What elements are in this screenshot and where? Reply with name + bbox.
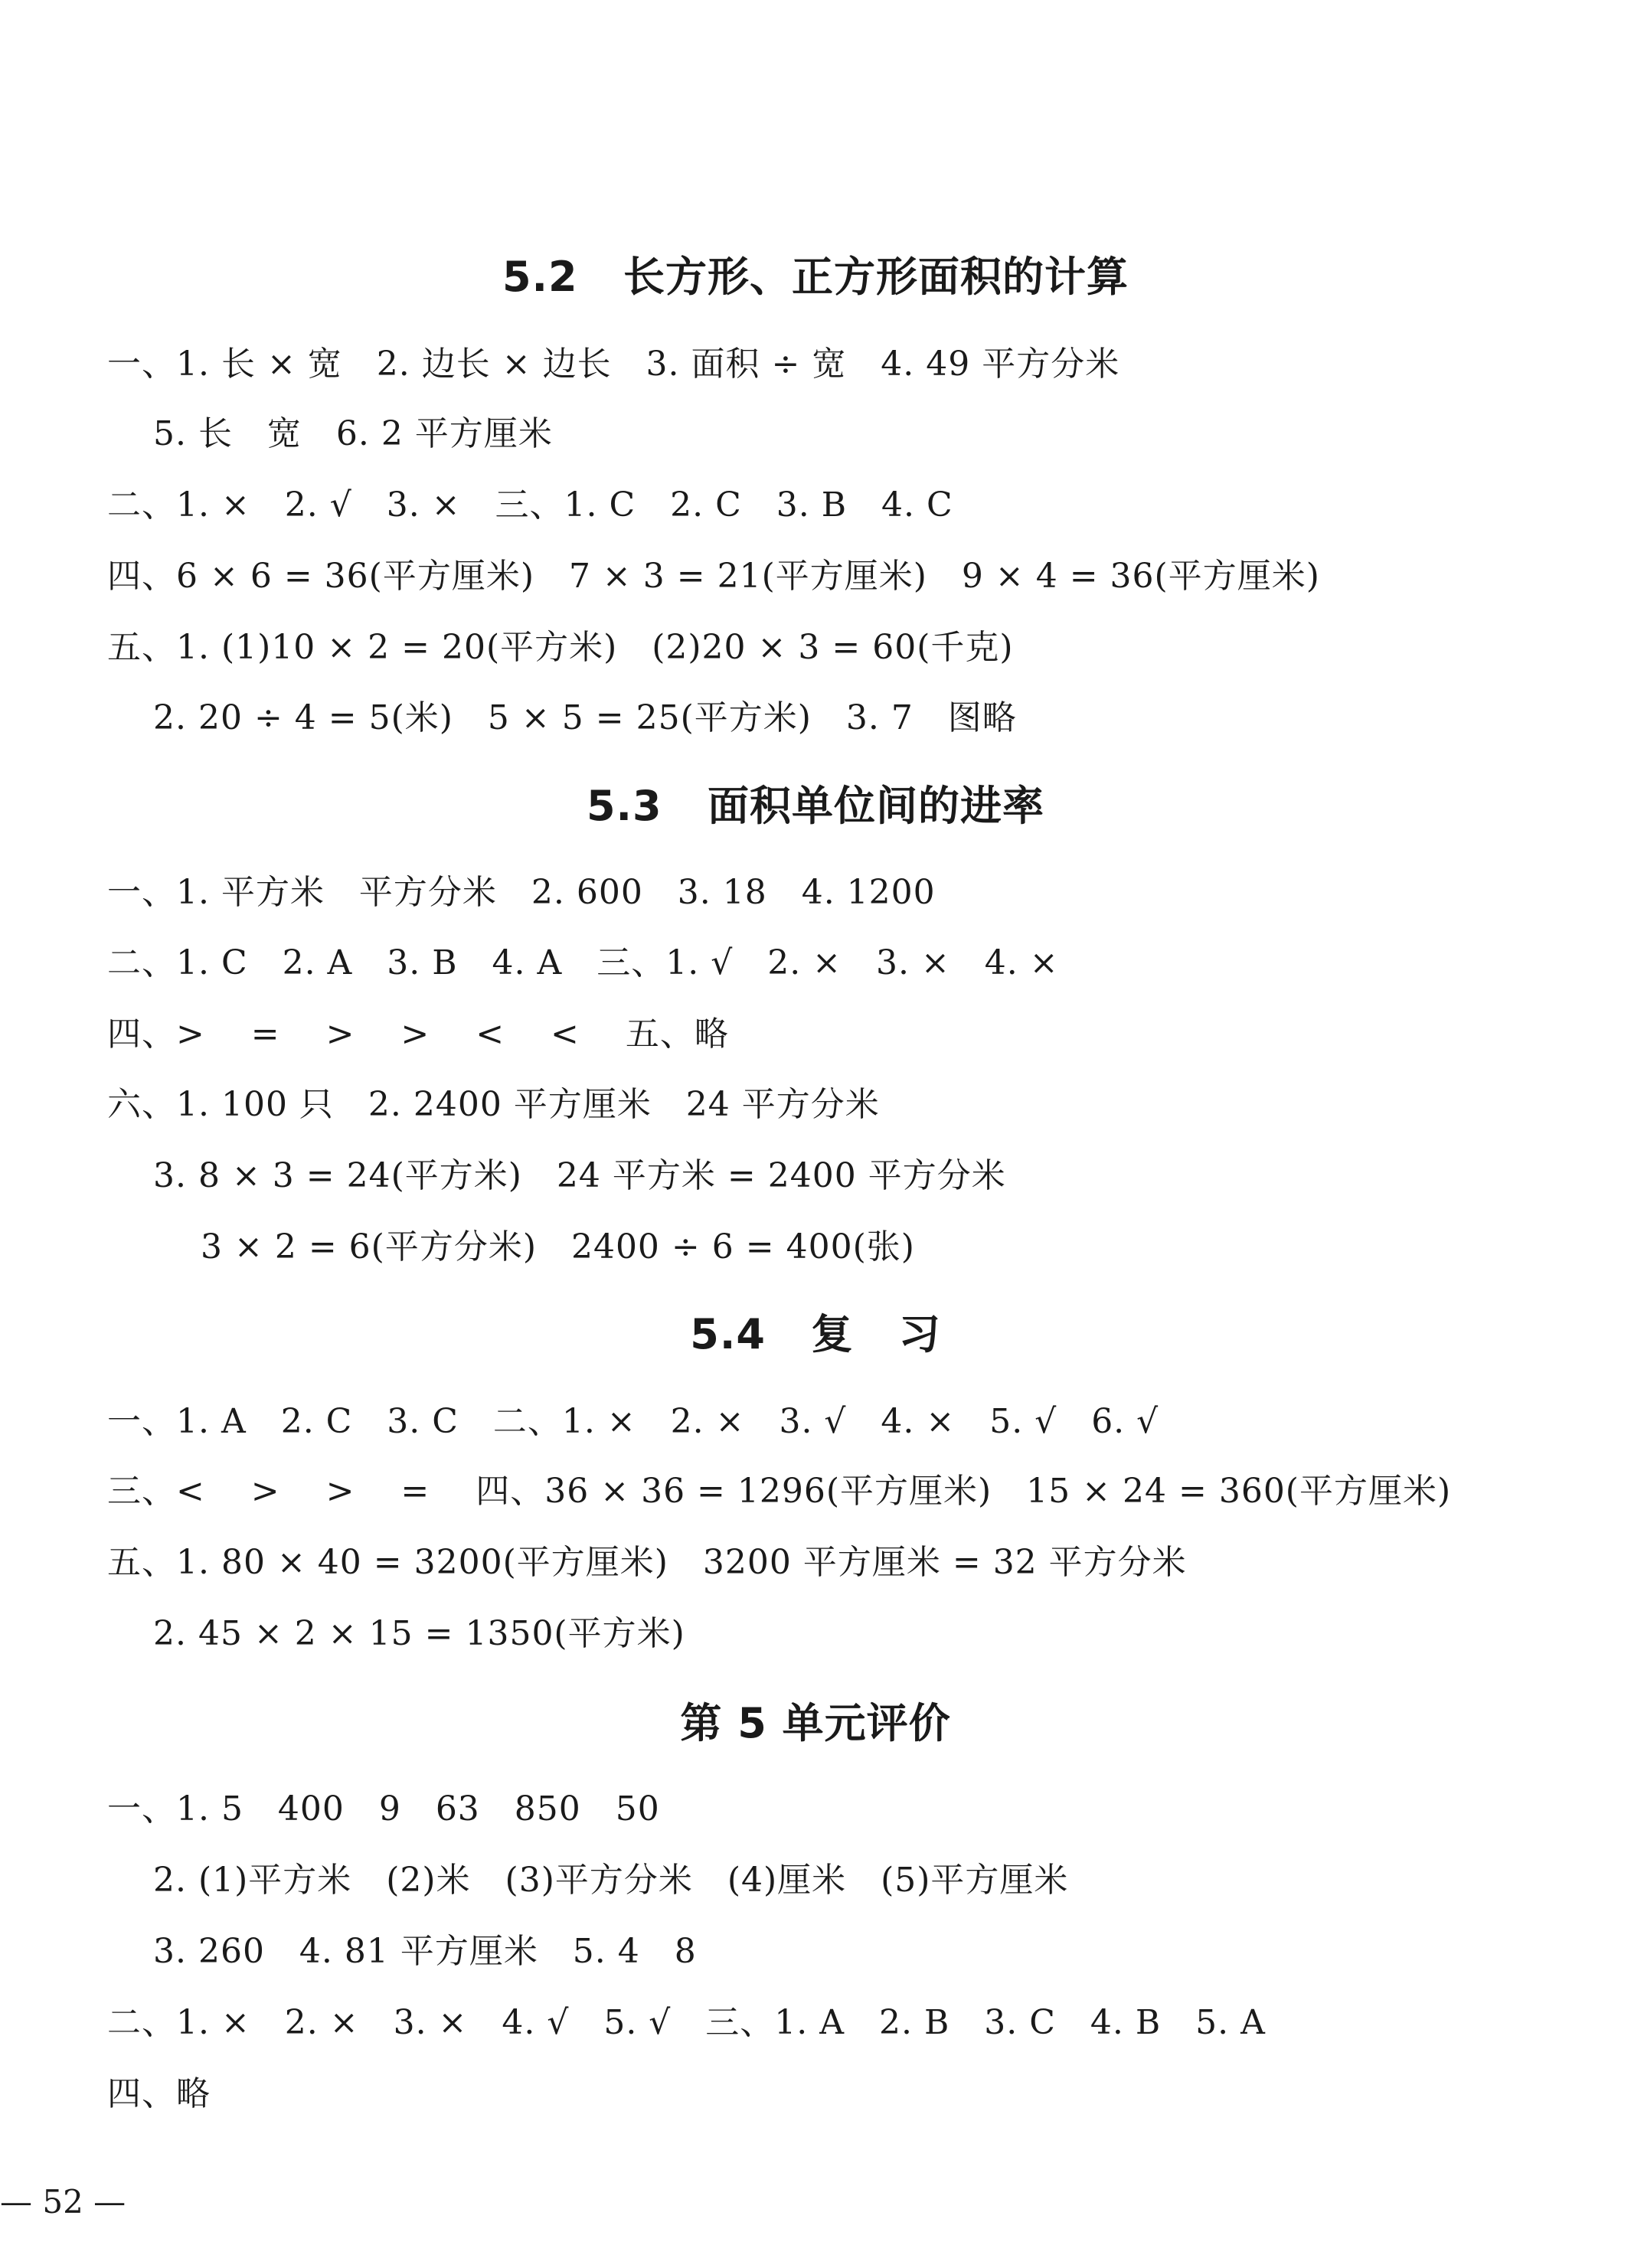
section-title-5-3: 5.3 面积单位间的进率 <box>586 782 1045 830</box>
answer-line: 一、1. 平方米 平方分米 2. 600 3. 18 4. 1200 <box>107 873 936 912</box>
answer-line: 5. 长 宽 6. 2 平方厘米 <box>153 414 553 453</box>
answer-line: 二、1. × 2. √ 3. × 三、1. C 2. C 3. B 4. C <box>107 485 953 525</box>
answer-line: 2. 45 × 2 × 15 = 1350(平方米) <box>153 1614 685 1653</box>
answer-line: 一、1. 5 400 9 63 850 50 <box>107 1789 660 1828</box>
answer-line: 3. 8 × 3 = 24(平方米) 24 平方米 = 2400 平方分米 <box>153 1156 1006 1195</box>
answer-line: 二、1. C 2. A 3. B 4. A 三、1. √ 2. × 3. × 4. × <box>107 943 1059 982</box>
answer-line: 2. (1)平方米 (2)米 (3)平方分米 (4)厘米 (5)平方厘米 <box>153 1861 1069 1900</box>
answer-line: 六、1. 100 只 2. 2400 平方厘米 24 平方分米 <box>107 1085 880 1124</box>
section-title-unit-5-evaluation: 第 5 单元评价 <box>680 1699 951 1747</box>
section-title-5-2: 5.2 长方形、正方形面积的计算 <box>502 253 1129 301</box>
answer-line: 四、略 <box>107 2074 211 2113</box>
answer-line: 2. 20 ÷ 4 = 5(米) 5 × 5 = 25(平方米) 3. 7 图略 <box>153 698 1017 737</box>
answer-line: 三、< > > = 四、36 × 36 = 1296(平方厘米) 15 × 24 = 360(平方厘米) <box>107 1472 1452 1511</box>
answer-line: 一、1. A 2. C 3. C 二、1. × 2. × 3. √ 4. × 5. √ 6. √ <box>107 1402 1159 1441</box>
answer-line: 二、1. × 2. × 3. × 4. √ 5. √ 三、1. A 2. B 3. C 4. B 5. A <box>107 2003 1266 2042</box>
answer-line: 五、1. (1)10 × 2 = 20(平方米) (2)20 × 3 = 60(千克) <box>107 628 1014 667</box>
answer-line: 3. 260 4. 81 平方厘米 5. 4 8 <box>153 1932 697 1971</box>
answer-line: 四、> = > > < < 五、略 <box>107 1015 729 1054</box>
answer-line: 3 × 2 = 6(平方分米) 2400 ÷ 6 = 400(张) <box>201 1227 915 1266</box>
answer-line: 五、1. 80 × 40 = 3200(平方厘米) 3200 平方厘米 = 32 平方分米 <box>107 1543 1187 1582</box>
answer-line: 一、1. 长 × 宽 2. 边长 × 边长 3. 面积 ÷ 宽 4. 49 平方分米 <box>107 345 1120 384</box>
answer-line: 四、6 × 6 = 36(平方厘米) 7 × 3 = 21(平方厘米) 9 × 4 = 36(平方厘米) <box>107 557 1320 596</box>
section-title-5-4: 5.4 复 习 <box>690 1310 941 1358</box>
page-number: — 52 — <box>0 2183 126 2221</box>
